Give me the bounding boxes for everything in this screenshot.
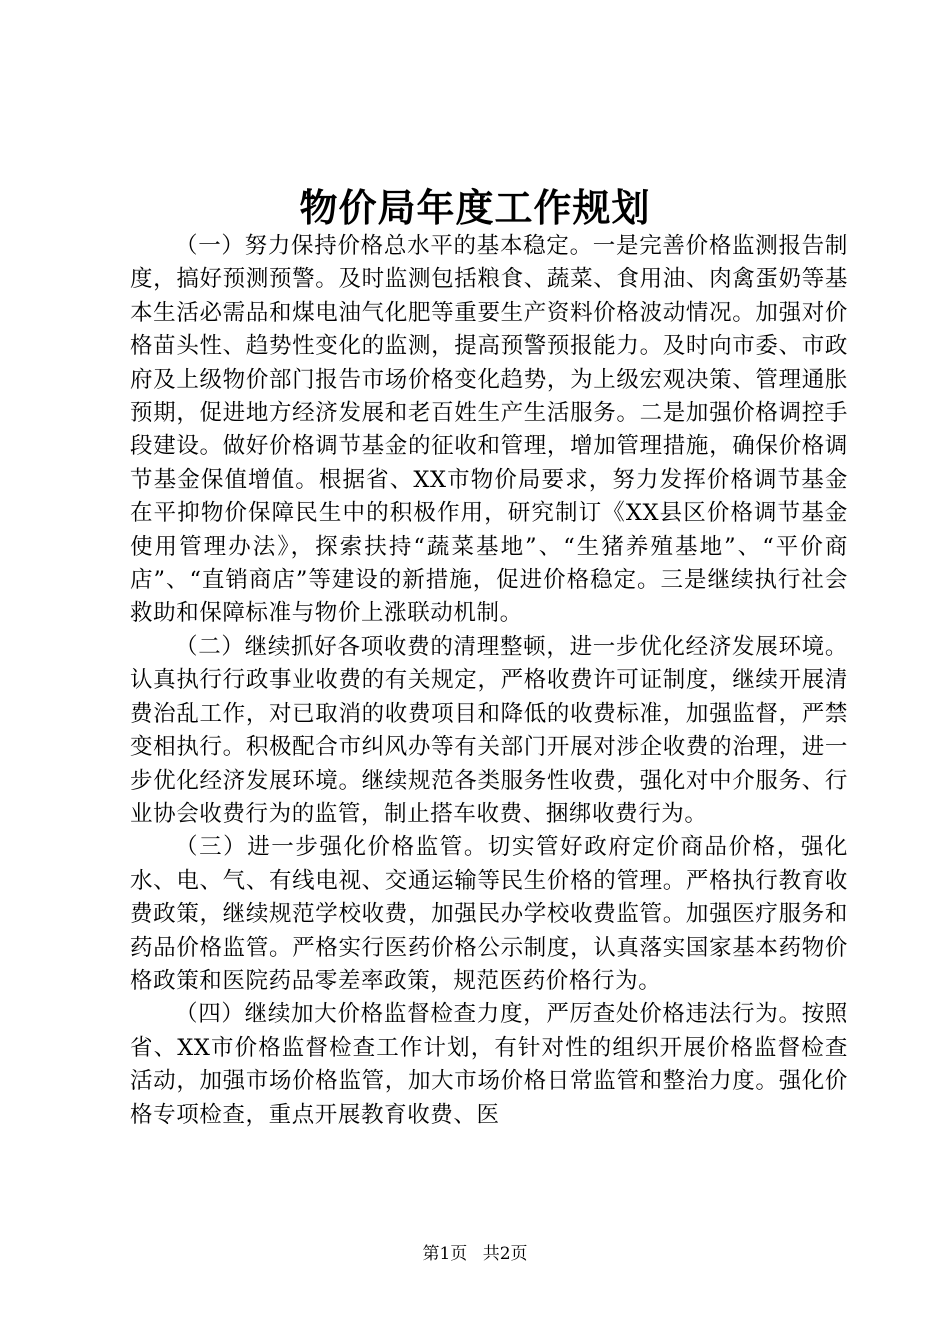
paragraph-2: （二）继续抓好各项收费的清理整顿，进一步优化经济发展环境。认真执行行政事业收费的有关规定，严格收费许可证制度，继续开展清费治乱工作，对已取消的收费项目和降低的收费标准，加强监督，严禁变相执行。积极配合市纠风办等有关部门开展对涉企收费的治理，进一步优化经济发展环境。继续规范各类服务性收费，强化对中介服务、行业协会收费行为的监管，制止搭车收费、捆绑收费行为。 (130, 633, 848, 827)
paragraph-1: （一）努力保持价格总水平的基本稳定。一是完善价格监测报告制度，搞好预测预警。及时监测包括粮食、蔬菜、食用油、肉禽蛋奶等基本生活必需品和煤电油气化肥等重要生产资料价格波动情况。加强对价格苗头性、趋势性变化的监测，提高预警预报能力。及时向市委、市政府及上级物价部门报告市场价格变化趋势，为上级宏观决策、管理通胀预期，促进地方经济发展和老百姓生产生活服务。二是加强价格调控手段建设。做好价格调节基金的征收和管理，增加管理措施，确保价格调节基金保值增值。根据省、XX市物价局要求，努力发挥价格调节基金在平抑物价保障民生中的积极作用，研究制订《XX县区价格调节基金使用管理办法》，探索扶持“蔬菜基地”、“生猪养殖基地”、“平价商店”、“直销商店”等建设的新措施，促进价格稳定。三是继续执行社会救助和保障标准与物价上涨联动机制。 (130, 233, 848, 627)
paragraph-4: （四）继续加大价格监督检查力度，严厉查处价格违法行为。按照省、XX市价格监督检查工作计划，有针对性的组织开展价格监督检查活动，加强市场价格监管，加大市场价格日常监管和整治力度。强化价格专项检查，重点开展教育收费、医 (130, 1001, 848, 1128)
document-title: 物价局年度工作规划 (299, 185, 651, 230)
page-number: 第1页 (422, 1244, 468, 1264)
page-total: 共2页 (482, 1244, 528, 1264)
paragraph-3: （三）进一步强化价格监管。切实管好政府定价商品价格，强化水、电、气、有线电视、交通运输等民生价格的管理。严格执行教育收费政策，继续规范学校收费，加强民办学校收费监管。加强医疗服务和药品价格监管。严格实行医药价格公示制度，认真落实国家基本药物价格政策和医院药品零差率政策，规范医药价格行为。 (130, 834, 848, 994)
document-body (130, 230, 848, 1132)
page-footer (0, 1242, 950, 1266)
